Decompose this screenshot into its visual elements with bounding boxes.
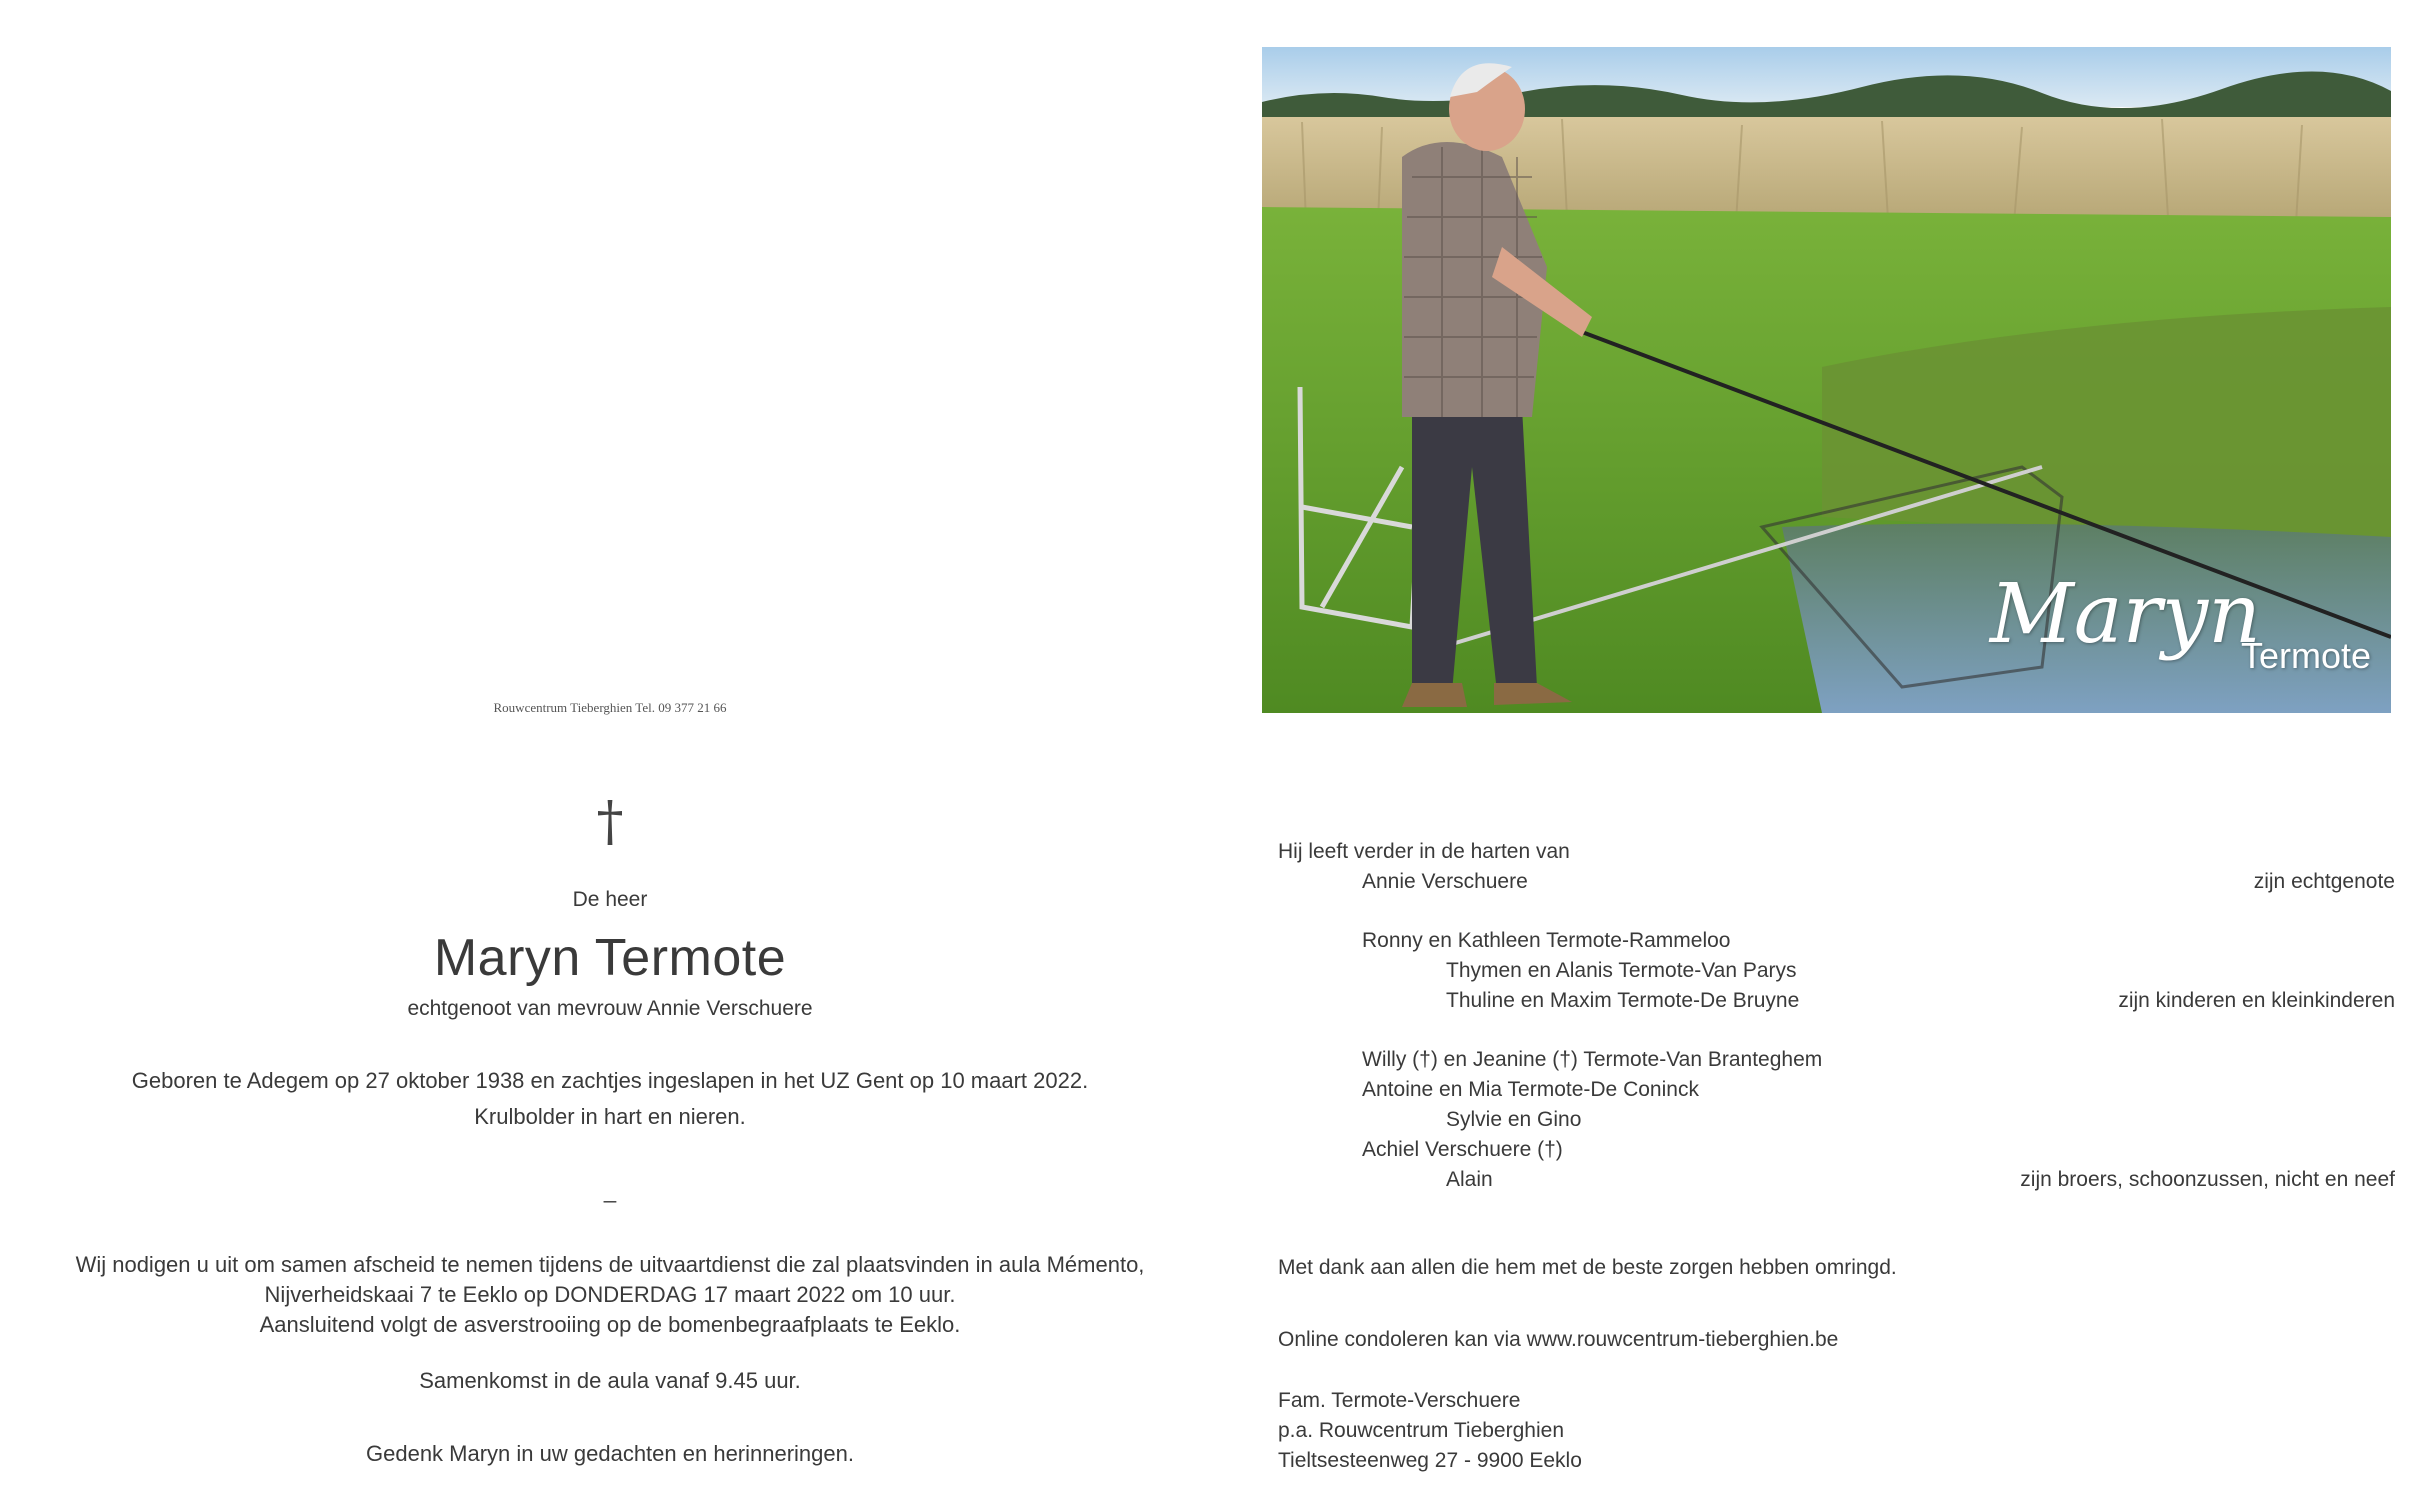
family-line: Sylvie en Gino [1446, 1108, 1582, 1131]
memorial-photo [1262, 47, 2391, 713]
family-line: Willy (†) en Jeanine (†) Termote-Van Branteghem [1362, 1048, 1823, 1071]
address-line: Fam. Termote-Verschuere [1278, 1389, 1521, 1412]
spouse-line: echtgenoot van mevrouw Annie Verschuere [407, 997, 813, 1020]
gathering-line: Samenkomst in de aula vanaf 9.45 uur. [419, 1368, 801, 1393]
family-line: Ronny en Kathleen Termote-Rammeloo [1362, 929, 1731, 952]
family-role: zijn kinderen en kleinkinderen [2118, 989, 2395, 1012]
family-line: Thymen en Alanis Termote-Van Parys [1446, 959, 1797, 982]
family-line: Achiel Verschuere (†) [1362, 1138, 1563, 1161]
online-condolence-line: Online condoleren kan via www.rouwcentrum-tieberghien.be [1278, 1328, 1839, 1351]
title-prefix: De heer [572, 888, 648, 911]
address-line: Tieltsesteenweg 27 - 9900 Eeklo [1278, 1449, 1582, 1472]
address-line: p.a. Rouwcentrum Tieberghien [1278, 1419, 1564, 1442]
family-role: zijn echtgenote [2253, 870, 2395, 893]
remembrance-line: Gedenk Maryn in uw gedachten en herinneringen. [366, 1441, 854, 1466]
family-line: Annie Verschuere [1362, 870, 1528, 893]
cross-icon: † [596, 790, 624, 853]
funeral-home-contact: Rouwcentrum Tieberghien Tel. 09 377 21 66 [493, 700, 727, 715]
invitation-line: Aansluitend volgt de asverstrooiing op de bomenbegraafplaats te Eeklo. [259, 1312, 961, 1337]
family-role: zijn broers, schoonzussen, nicht en neef [2020, 1168, 2395, 1191]
motto: Krulbolder in hart en nieren. [474, 1104, 746, 1129]
birth-death-line: Geboren te Adegem op 27 oktober 1938 en zachtjes ingeslapen in het UZ Gent op 10 maart 2022. [131, 1068, 1089, 1093]
photo-first-name: Maryn [1989, 567, 2261, 662]
invitation-line: Wij nodigen u uit om samen afscheid te nemen tijdens de uitvaartdienst die zal plaatsvinden in aula Mémento, [75, 1252, 1145, 1277]
family-line: Thuline en Maxim Termote-De Bruyne [1446, 989, 1800, 1012]
invitation-line: Nijverheidskaai 7 te Eeklo op DONDERDAG 17 maart 2022 om 10 uur. [264, 1282, 956, 1307]
intro-line: Hij leeft verder in de harten van [1278, 840, 1570, 863]
family-line: Alain [1446, 1168, 1493, 1191]
separator: _ [603, 1178, 617, 1203]
deceased-name: Maryn Termote [433, 929, 787, 987]
family-line: Antoine en Mia Termote-De Coninck [1362, 1078, 1699, 1101]
thanks-line: Met dank aan allen die hem met de beste zorgen hebben omringd. [1278, 1256, 1897, 1279]
photo-last-name: Termote [2240, 635, 2371, 676]
invitation-text [0, 1250, 1220, 1340]
